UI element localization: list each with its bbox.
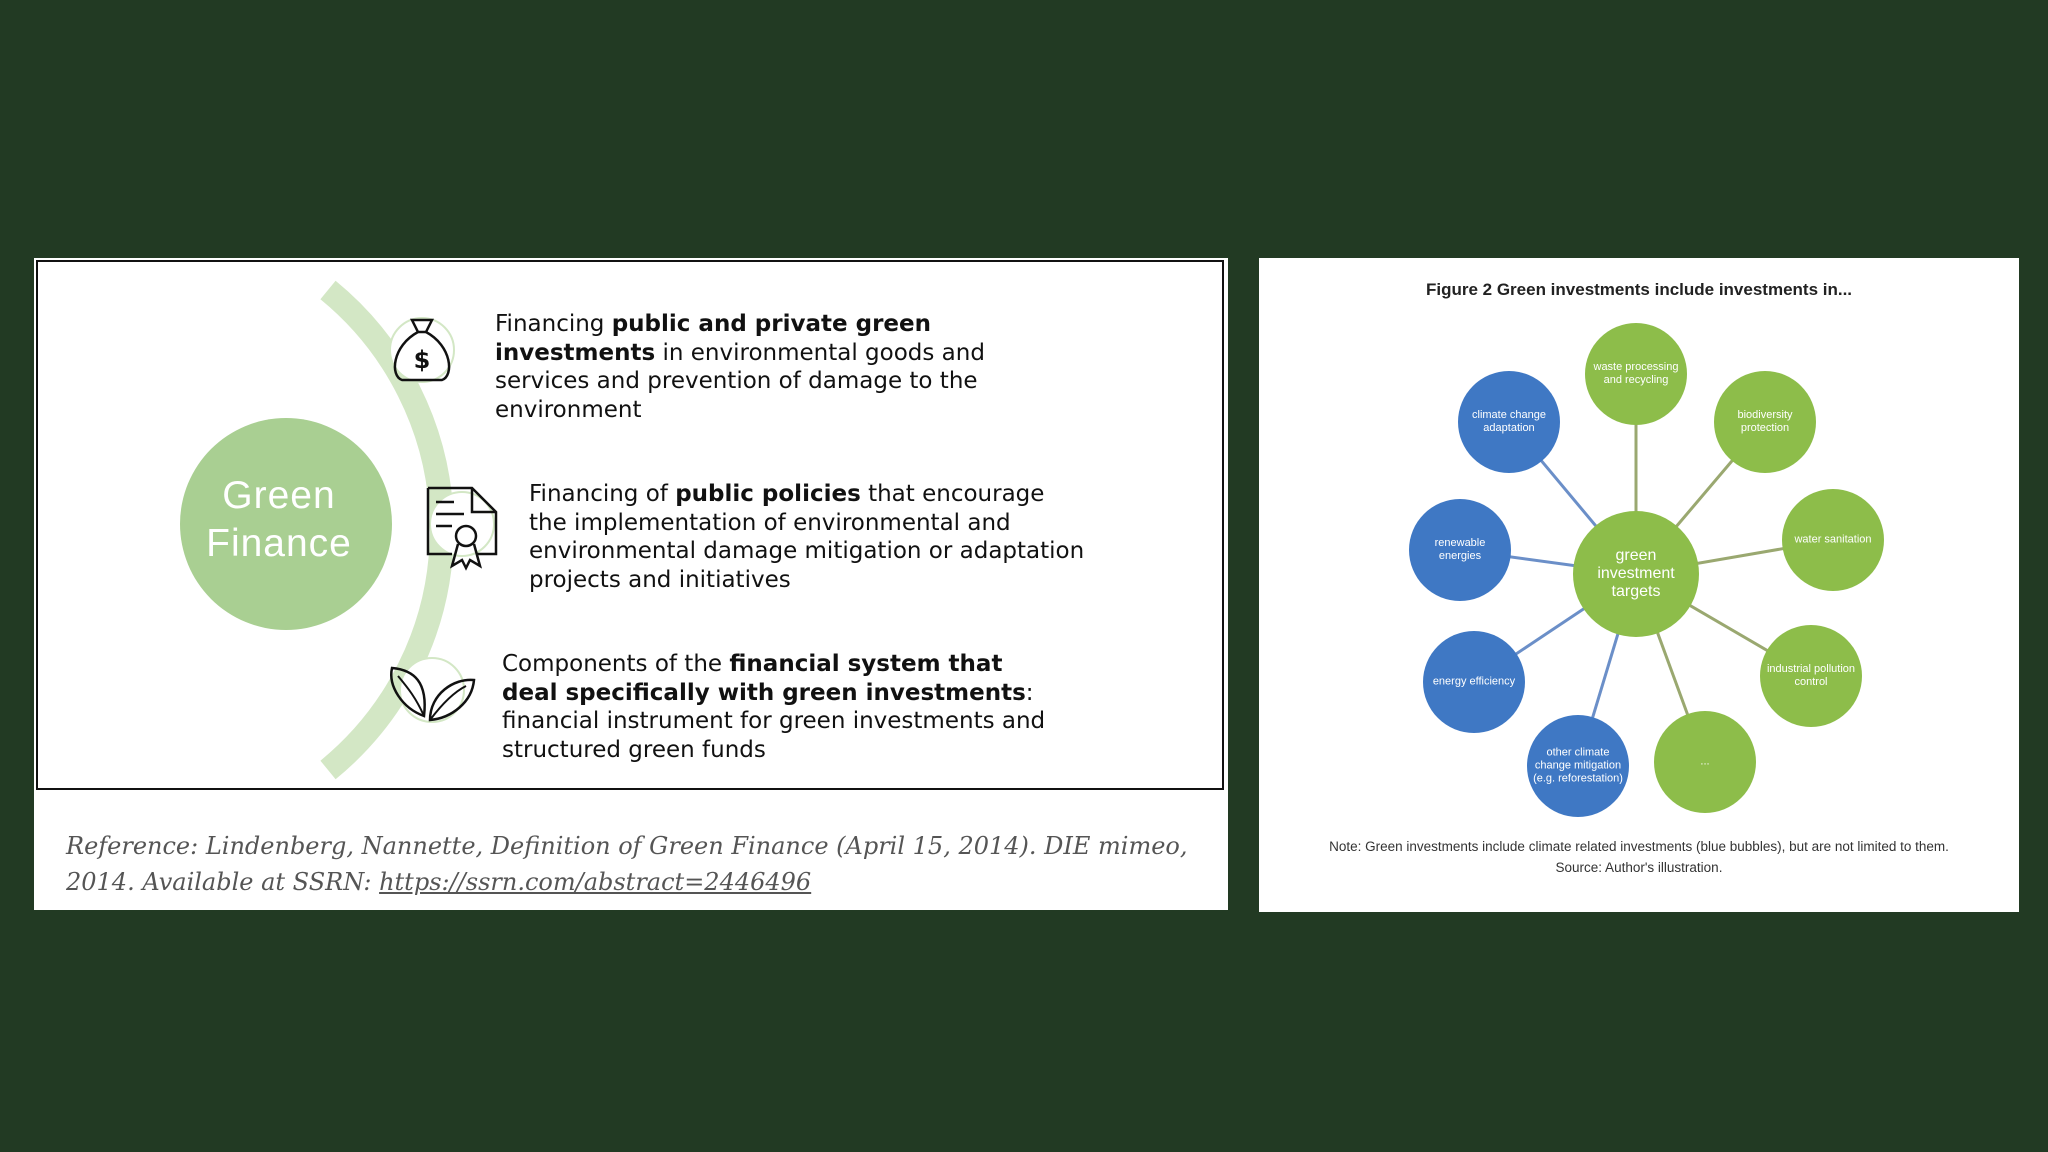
bubble-label: industrial pollution control — [1766, 663, 1856, 688]
item-financial-system — [502, 650, 1062, 764]
bubble-label: other climate change mitigation (e.g. reforestation) — [1533, 746, 1623, 785]
bubble-label: climate change adaptation — [1472, 409, 1546, 434]
figure-title: Figure 2 Green investments include investments in... — [1425, 280, 1853, 299]
reference-text: Reference: Lindenberg, Nannette, Definition of Green Finance (April 15, 2014). DIE mimeo, 2014. Available at SSRN: — [66, 832, 1188, 896]
item-3-pre: Components of the — [502, 651, 730, 677]
item-1-pre: Financing — [495, 311, 612, 337]
bubble-label: biodiversity protection — [1737, 409, 1793, 434]
bubble-label: ... — [1700, 755, 1710, 768]
item-1-post: in environmental goods and services and prevention of damage to the environment — [495, 339, 985, 423]
item-1-bold: public and private green investments — [495, 311, 931, 366]
item-2-post: that encourage the implementation of environmental and environmental damage mitigation or adaptation projects and initiatives — [529, 481, 1085, 593]
figure-note-line1: Note: Green investments include climate related investments (blue bubbles), but are not limited to them. — [1329, 839, 1949, 854]
item-3-bold: financial system that deal specifically with green investments — [502, 651, 1026, 706]
center-bubble-label: green investment targets — [1597, 547, 1675, 600]
reference-citation — [66, 828, 1216, 900]
ssrn-link[interactable]: https://ssrn.com/abstract=2446496 — [379, 868, 812, 896]
item-2-bold: public policies — [675, 481, 861, 507]
bubble-label: waste processing and recycling — [1593, 361, 1679, 386]
green-finance-title-line1: Green — [222, 474, 336, 517]
bubble-label: water sanitation — [1794, 533, 1872, 546]
green-finance-title — [172, 472, 386, 568]
green-finance-title-line2: Finance — [206, 522, 352, 565]
green-finance-diagram — [36, 260, 1224, 790]
svg-text:$: $ — [413, 346, 431, 374]
green-finance-slide — [34, 258, 1228, 910]
figure-source: Source: Author's illustration. — [1555, 860, 1723, 875]
money-bag-icon — [390, 318, 454, 382]
item-public-private-investments — [495, 310, 1055, 424]
green-investments-figure — [1259, 258, 2019, 912]
item-public-policies — [529, 480, 1089, 594]
item-2-pre: Financing of — [529, 481, 676, 507]
figure-note — [1259, 836, 2019, 878]
item-3-post: : financial instrument for green investments and structured green funds — [502, 679, 1046, 763]
bubble-label: renewable energies — [1434, 537, 1486, 562]
bubble-label: energy efficiency — [1432, 675, 1516, 688]
